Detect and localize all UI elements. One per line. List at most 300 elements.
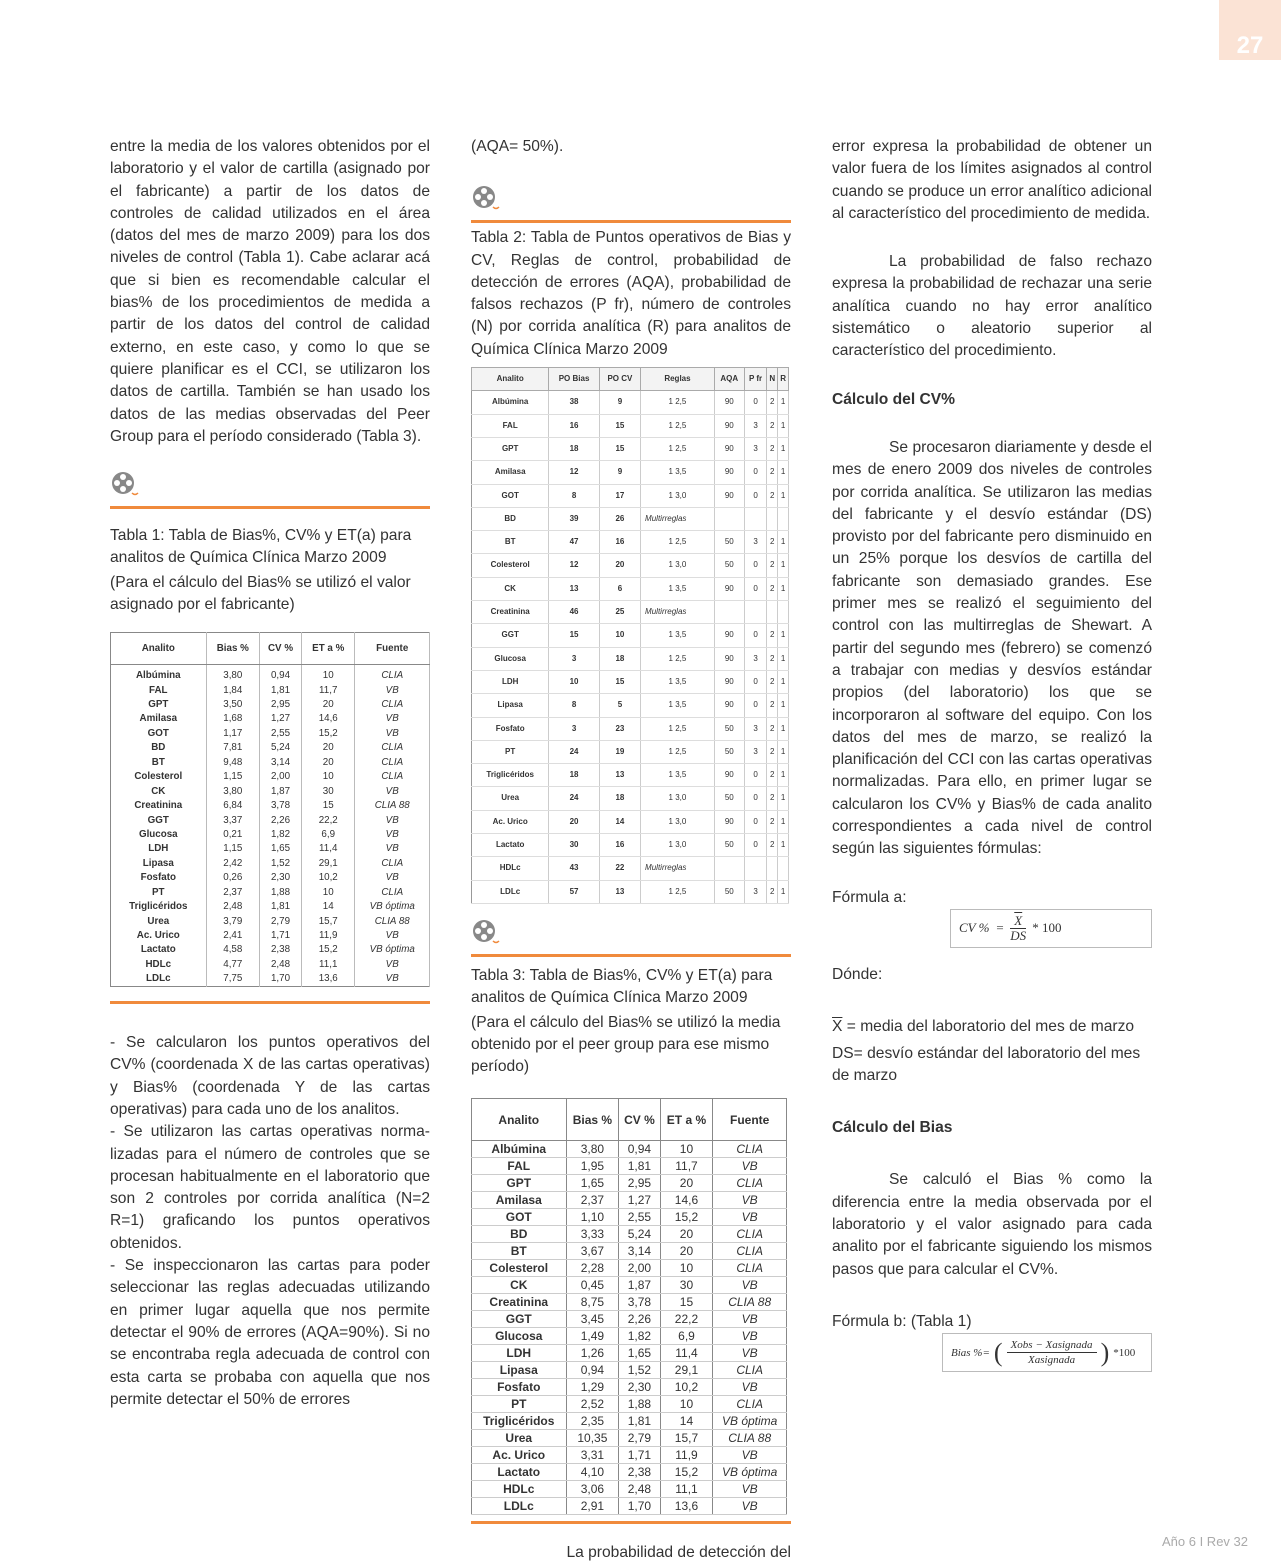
table-cell: 15,2	[660, 1209, 713, 1226]
table-row	[472, 1379, 787, 1396]
table-cell: Lipasa	[111, 857, 207, 871]
table-cell: 2	[767, 484, 778, 507]
table-cell: 10	[660, 1141, 713, 1158]
fraction	[1007, 1338, 1097, 1367]
table-cell: 10,2	[302, 871, 355, 885]
table-cell: 2,79	[260, 914, 302, 928]
table-cell: 1	[778, 484, 789, 507]
table-row	[111, 857, 430, 871]
table3-note: (Para el cálculo del Bias% se utilizó la media obtenido por el peer group para ese mismo período)	[471, 1013, 781, 1076]
table-cell: 0,94	[566, 1362, 619, 1379]
table-cell: 23	[599, 717, 640, 740]
table-cell: 3,78	[260, 799, 302, 813]
table-cell: GOT	[472, 484, 549, 507]
table-cell: 1	[778, 787, 789, 810]
table-cell: Urea	[472, 1430, 567, 1447]
table-cell: CLIA	[713, 1362, 787, 1379]
table-cell: Albúmina	[111, 665, 207, 684]
table-cell: CLIA	[355, 885, 430, 899]
paragraph: Se procesaron diariamente y desde el mes de enero 2009 dos niveles de controles por corrida analítica. Se utilizaron las medias del fabricante y el desvío estándar (DS) provisto por del fabricante pero disminuido en un 25% porque los desvíos de cartilla del fabricante son demasiado grandes. Ese primer mes se realizó el seguimiento del control con las multirreglas de Shewart. A partir del segundo mes (febrero) se comenzó a trabajar con medias y desvíos estándar propios (del laboratorio) los que se incorporaron al software del equipo. Con los datos del mes de marzo, se realizó la planificación del CCI con las cartas operativas normalizadas. Para ello, en primer lugar se calcularon los CV% y Bias% de cada analito correspondientes a cada nivel de control según las siguientes fórmulas:	[832, 438, 1152, 858]
table-cell: 24	[549, 787, 599, 810]
table-cell: 6,9	[660, 1328, 713, 1345]
table-cell: Lipasa	[472, 1362, 567, 1379]
table-cell	[744, 507, 767, 530]
table-cell: 15	[302, 799, 355, 813]
table-cell: 0	[744, 577, 767, 600]
table-cell: 90	[714, 437, 744, 460]
table-cell: BT	[111, 756, 207, 770]
table-cell: VB	[355, 828, 430, 842]
table-cell: 2	[767, 834, 778, 857]
table-cell: 1	[778, 577, 789, 600]
table-cell: 1 2,5	[641, 391, 715, 414]
table-cell: 1,81	[619, 1158, 660, 1175]
page-number: 27	[1219, 0, 1281, 60]
table-row	[472, 624, 789, 647]
table-row	[472, 414, 789, 437]
table-cell: 5,24	[619, 1226, 660, 1243]
denominator: Xasignada	[1028, 1354, 1076, 1367]
table-cell: 1 2,5	[641, 531, 715, 554]
table-cell: 0,21	[206, 828, 259, 842]
table-cell: 2	[767, 764, 778, 787]
table-cell: 2	[767, 694, 778, 717]
formula-text: * 100	[1032, 920, 1062, 936]
table-cell: 11,7	[660, 1158, 713, 1175]
table-cell	[778, 857, 789, 880]
table-cell: CLIA	[355, 756, 430, 770]
table-cell: 1,82	[260, 828, 302, 842]
table-cell: 25	[599, 601, 640, 624]
table-cell: 20	[599, 554, 640, 577]
table-cell: 2,42	[206, 857, 259, 871]
table-cell: 2	[767, 461, 778, 484]
table-cell: CLIA	[355, 665, 430, 684]
table-cell: 12	[549, 554, 599, 577]
table-cell: 2,00	[619, 1260, 660, 1277]
table-cell: 0	[744, 670, 767, 693]
table-cell: LDLc	[111, 972, 207, 987]
table-cell: 90	[714, 670, 744, 693]
table-cell: 4,77	[206, 958, 259, 972]
table-cell: 9	[599, 391, 640, 414]
table-cell: 1,17	[206, 727, 259, 741]
donde-label: Dónde:	[832, 965, 883, 983]
table-cell: Glucosa	[472, 647, 549, 670]
table-cell: 90	[714, 810, 744, 833]
table-cell: 1,27	[619, 1192, 660, 1209]
table-cell: Multirreglas	[641, 507, 715, 530]
table-cell: VB	[713, 1277, 787, 1294]
table-cell: 1	[778, 810, 789, 833]
table-cell: 5	[599, 694, 640, 717]
table-cell: 11,4	[660, 1345, 713, 1362]
fraction	[1010, 914, 1026, 943]
table-cell: FAL	[472, 414, 549, 437]
table-cell: Ac. Urico	[111, 929, 207, 943]
table-cell: 10,35	[566, 1430, 619, 1447]
table-cell: 12	[549, 461, 599, 484]
table-cell: 15,7	[660, 1430, 713, 1447]
table-cell: 0,26	[206, 871, 259, 885]
table-cell: VB	[713, 1209, 787, 1226]
table-cell: 2,00	[260, 770, 302, 784]
table-cell: FAL	[111, 683, 207, 697]
table-cell: VB	[355, 784, 430, 798]
table-cell: 10	[302, 665, 355, 684]
heading-cv: Cálculo del CV%	[832, 390, 956, 408]
table-cell: 38	[549, 391, 599, 414]
table-cell: 0	[744, 810, 767, 833]
table-cell: 2	[767, 717, 778, 740]
table-cell: 90	[714, 391, 744, 414]
table-row	[472, 810, 789, 833]
table-cell: 14	[302, 900, 355, 914]
table-cell: 1 3,0	[641, 484, 715, 507]
table-row	[472, 1158, 787, 1175]
table-cell: 13	[549, 577, 599, 600]
x-definition-text: = media del laboratorio del mes de marzo	[846, 1018, 1135, 1036]
orange-rule	[471, 954, 791, 957]
table-cell: LDLc	[472, 880, 549, 903]
table-cell: 14,6	[660, 1192, 713, 1209]
table-cell: 50	[714, 717, 744, 740]
table-cell: VB	[713, 1158, 787, 1175]
column-header: Analito	[111, 633, 207, 665]
table-cell: 14	[599, 810, 640, 833]
table-row	[472, 1277, 787, 1294]
table-row	[111, 828, 430, 842]
table-cell: 1 2,5	[641, 880, 715, 903]
table-cell: GGT	[472, 1311, 567, 1328]
table-cell: 1,95	[566, 1158, 619, 1175]
table-cell: 0	[744, 764, 767, 787]
table-cell: PT	[472, 740, 549, 763]
table-cell: CLIA 88	[355, 799, 430, 813]
table-cell: Amilasa	[472, 461, 549, 484]
table-cell: 14,6	[302, 712, 355, 726]
table-cell: Ac. Urico	[472, 1447, 567, 1464]
table-cell: VB	[355, 842, 430, 856]
table-cell: 3,80	[206, 665, 259, 684]
table-cell: CLIA	[355, 741, 430, 755]
table-cell: BD	[472, 1226, 567, 1243]
table-cell: 1	[778, 717, 789, 740]
table-cell: 1 2,5	[641, 647, 715, 670]
table-row	[472, 1141, 787, 1158]
table-cell: 1 2,5	[641, 740, 715, 763]
table-cell: 11,1	[660, 1481, 713, 1498]
table-cell: 2	[767, 437, 778, 460]
table-cell: 3	[744, 740, 767, 763]
table-cell: 11,1	[302, 958, 355, 972]
table-cell: 2,91	[566, 1498, 619, 1515]
table-row	[111, 665, 430, 684]
orange-rule	[110, 506, 430, 509]
table-cell: 2,55	[619, 1209, 660, 1226]
table-cell: 1,88	[260, 885, 302, 899]
table-cell: VB	[355, 813, 430, 827]
table-cell: 3	[744, 647, 767, 670]
table-cell: VB	[713, 1328, 787, 1345]
table-cell: 0	[744, 461, 767, 484]
table-cell: 1 2,5	[641, 414, 715, 437]
table-cell: 6	[599, 577, 640, 600]
denominator: DS	[1010, 927, 1027, 943]
table-cell	[714, 857, 744, 880]
column-header: CV %	[619, 1099, 660, 1141]
table-cell: 10	[599, 624, 640, 647]
table-cell: VB	[355, 871, 430, 885]
table-cell: VB	[355, 727, 430, 741]
table-cell: Urea	[111, 914, 207, 928]
column-header: CV %	[260, 633, 302, 665]
paragraph: Se calculó el Bias % como la diferencia entre la media observada por el laboratorio y el valor asignado para cada analito por el fabricante siguiendo los mismos pasos que para calcular el CV%.	[832, 1171, 1152, 1278]
table-cell: Fosfato	[111, 871, 207, 885]
table-cell: 1	[778, 764, 789, 787]
table-cell: GOT	[472, 1209, 567, 1226]
table-row	[111, 943, 430, 957]
table-cell	[778, 507, 789, 530]
table-row	[111, 871, 430, 885]
table-cell: 15	[549, 624, 599, 647]
table-cell: VB óptima	[713, 1464, 787, 1481]
table-cell: 3,45	[566, 1311, 619, 1328]
table-row	[111, 929, 430, 943]
table-cell: 3,79	[206, 914, 259, 928]
table-cell: 50	[714, 554, 744, 577]
table-cell: 50	[714, 834, 744, 857]
table-cell: CLIA 88	[713, 1294, 787, 1311]
table-cell: 3,67	[566, 1243, 619, 1260]
paragraph: La probabilidad de falso rechazo expresa la probabilidad de rechazar una serie analítica cuando no hay error analítico sistemático o aleatorio superior al característico del procedimiento.	[832, 253, 1152, 360]
heading-bias: Cálculo del Bias	[832, 1119, 953, 1137]
table-cell: 18	[549, 764, 599, 787]
formula-a-label: Fórmula a:	[832, 888, 907, 906]
table-cell: 1	[778, 670, 789, 693]
table-cell: PT	[111, 885, 207, 899]
table-cell: 1,81	[619, 1413, 660, 1430]
table-row	[111, 770, 430, 784]
table-cell: VB	[355, 972, 430, 987]
table-cell: 15	[599, 414, 640, 437]
table-row	[472, 1243, 787, 1260]
table-cell: 2	[767, 577, 778, 600]
table-1	[110, 632, 430, 987]
table-cell: 2,52	[566, 1396, 619, 1413]
table-cell: 24	[549, 740, 599, 763]
column-header: Fuente	[355, 633, 430, 665]
table1-note: (Para el cálculo del Bias% se utilizó el valor asignado por el fabricante)	[110, 573, 411, 614]
table-cell: 1 3,0	[641, 787, 715, 810]
table-cell: 1,49	[566, 1328, 619, 1345]
table-cell: CLIA	[355, 770, 430, 784]
table-row	[111, 756, 430, 770]
table-row	[472, 507, 789, 530]
table-cell: 2,48	[619, 1481, 660, 1498]
table-cell: 47	[549, 531, 599, 554]
table-cell: LDH	[472, 670, 549, 693]
table-cell: 10	[302, 885, 355, 899]
table-row	[111, 799, 430, 813]
table-cell: 0	[744, 787, 767, 810]
table-row	[472, 1447, 787, 1464]
table-row	[472, 1481, 787, 1498]
table-cell: 1,65	[260, 842, 302, 856]
table-cell: 50	[714, 740, 744, 763]
table-cell	[767, 601, 778, 624]
table-cell: 2,28	[566, 1260, 619, 1277]
table-row	[472, 694, 789, 717]
table-cell: 13	[599, 764, 640, 787]
table-cell: VB	[355, 712, 430, 726]
table-cell: 1,15	[206, 770, 259, 784]
table-cell: HDLc	[111, 958, 207, 972]
table-cell: 50	[714, 531, 744, 554]
table-row	[472, 1430, 787, 1447]
table-cell: 90	[714, 764, 744, 787]
table-row	[472, 1345, 787, 1362]
table-cell: 13	[599, 880, 640, 903]
bullet-3: - Se inspeccionaron las cartas para poder seleccionar las reglas adecuadas utilizando en primer lugar aquella que nos permite detectar el 90% de errores (AQA=90%). Si no se encontraba regla adecuada de control con esta carta se probaba con aquella que nos permite detectar el 50% de errores	[110, 1257, 430, 1408]
table-cell: 8	[549, 484, 599, 507]
table-cell	[714, 601, 744, 624]
table-cell: 1,82	[619, 1328, 660, 1345]
table-cell: 2,35	[566, 1413, 619, 1430]
table-row	[472, 670, 789, 693]
table-row	[111, 972, 430, 987]
table-row	[472, 554, 789, 577]
table-cell: 2	[767, 810, 778, 833]
table-cell: 6,9	[302, 828, 355, 842]
table-cell: 2,30	[260, 871, 302, 885]
film-reel-icon	[471, 184, 499, 212]
column-header: P fr	[744, 368, 767, 391]
table-cell: 1 2,5	[641, 437, 715, 460]
table-cell: Colesterol	[111, 770, 207, 784]
table-row	[111, 698, 430, 712]
table-cell: VB	[713, 1311, 787, 1328]
table-cell	[744, 601, 767, 624]
table-cell: 3,80	[566, 1141, 619, 1158]
table-cell: 20	[302, 756, 355, 770]
table-row	[111, 784, 430, 798]
table-cell: 2,30	[619, 1379, 660, 1396]
x-bar-symbol: $\overline{X}$	[832, 1018, 843, 1036]
table-cell: 1,88	[619, 1396, 660, 1413]
table-cell: 1	[778, 554, 789, 577]
formula-b-wrap	[832, 1333, 1152, 1372]
table-cell: 15	[599, 437, 640, 460]
table-cell: 4,58	[206, 943, 259, 957]
table-cell: 2,48	[260, 958, 302, 972]
table-cell: 90	[714, 461, 744, 484]
table-cell: 11,9	[302, 929, 355, 943]
table-cell: Multirreglas	[641, 857, 715, 880]
table-cell: VB óptima	[355, 943, 430, 957]
table-3	[471, 1098, 787, 1515]
table-cell: 0	[744, 694, 767, 717]
table-cell: Lactato	[472, 834, 549, 857]
table-cell: 50	[714, 787, 744, 810]
table-cell: CLIA	[355, 857, 430, 871]
table-cell: 1,70	[619, 1498, 660, 1515]
table-cell: Albúmina	[472, 391, 549, 414]
column-header: Analito	[472, 368, 549, 391]
table-cell: Lipasa	[472, 694, 549, 717]
table-cell: 10	[302, 770, 355, 784]
paragraph: error expresa la probabilidad de obtener un valor fuera de los límites asignados al control cuando se produce un error analítico adicional al característico del procedimiento de medida.	[832, 138, 1152, 222]
table-cell: 3	[549, 717, 599, 740]
table-cell: 20	[302, 698, 355, 712]
table-cell: Glucosa	[472, 1328, 567, 1345]
table-cell: 2	[767, 391, 778, 414]
table-cell: GOT	[111, 727, 207, 741]
table-cell: 18	[599, 647, 640, 670]
column-header: PO CV	[599, 368, 640, 391]
column-header: Fuente	[713, 1099, 787, 1141]
orange-rule	[471, 220, 791, 223]
table-cell: 20	[302, 741, 355, 755]
table-cell: 2,55	[260, 727, 302, 741]
table-cell: 90	[714, 624, 744, 647]
table-cell: 46	[549, 601, 599, 624]
table-cell: 9,48	[206, 756, 259, 770]
table-cell: VB óptima	[713, 1413, 787, 1430]
table-row	[472, 531, 789, 554]
formula-b-label: Fórmula b: (Tabla 1)	[832, 1312, 972, 1330]
table-cell: 30	[549, 834, 599, 857]
table-cell: VB	[713, 1481, 787, 1498]
table-row	[472, 1226, 787, 1243]
table-cell: 1	[778, 414, 789, 437]
table-row	[472, 1396, 787, 1413]
table-row	[472, 1260, 787, 1277]
numerator: Xobs − Xasignada	[1007, 1338, 1097, 1353]
table-cell: CLIA	[713, 1226, 787, 1243]
table3-caption: Tabla 3: Tabla de Bias%, CV% y ET(a) para analitos de Química Clínica Marzo 2009	[471, 966, 773, 1007]
table-cell: 2	[767, 414, 778, 437]
table-cell: 2	[767, 624, 778, 647]
table-row	[111, 900, 430, 914]
table-row	[472, 601, 789, 624]
bullet-2: - Se utilizaron las cartas operativas norma-lizadas para el número de controles que se procesan habitualmente en el laboratorio que son 2 controles por corrida analítica (N=2 R=1) graficando los puntos operativos obtenidos.	[110, 1123, 430, 1252]
table-cell: 90	[714, 647, 744, 670]
table-cell: Lactato	[111, 943, 207, 957]
table-cell: 2,79	[619, 1430, 660, 1447]
table-cell: VB	[355, 958, 430, 972]
formula-a-wrap	[832, 909, 1152, 948]
table-row	[111, 712, 430, 726]
paragraph: entre la media de los valores obtenidos por el laboratorio y el valor de cartilla (asignado por el fabricante) a partir de los datos de controles de calidad utilizados en el área (datos del mes de marzo 2009) para los dos niveles de control (Tabla 1). Cabe aclarar acá que si bien es recomendable calcular el bias% de los procedimientos de medida a partir de los datos del control de calidad externo, en este caso, y como lo que se quiere planificar es el CCI, se utilizaron los datos de cartilla. También se han usado los datos de las medias observadas del Peer Group para el período considerado (Tabla 3).	[110, 138, 430, 445]
table-cell: 90	[714, 694, 744, 717]
table-cell: 17	[599, 484, 640, 507]
column-header: Bias %	[566, 1099, 619, 1141]
table-cell: 4,10	[566, 1464, 619, 1481]
table-cell: 15,2	[302, 727, 355, 741]
table-cell: 20	[660, 1243, 713, 1260]
table-cell: 3	[744, 717, 767, 740]
table-row	[472, 391, 789, 414]
column-header: ET a %	[660, 1099, 713, 1141]
table-cell: 10,2	[660, 1379, 713, 1396]
table-cell: 11,4	[302, 842, 355, 856]
table-cell: CLIA	[713, 1260, 787, 1277]
table-cell: 2,38	[619, 1464, 660, 1481]
column-1	[110, 136, 430, 1411]
table-cell: 1	[778, 880, 789, 903]
table-cell: 1,52	[619, 1362, 660, 1379]
